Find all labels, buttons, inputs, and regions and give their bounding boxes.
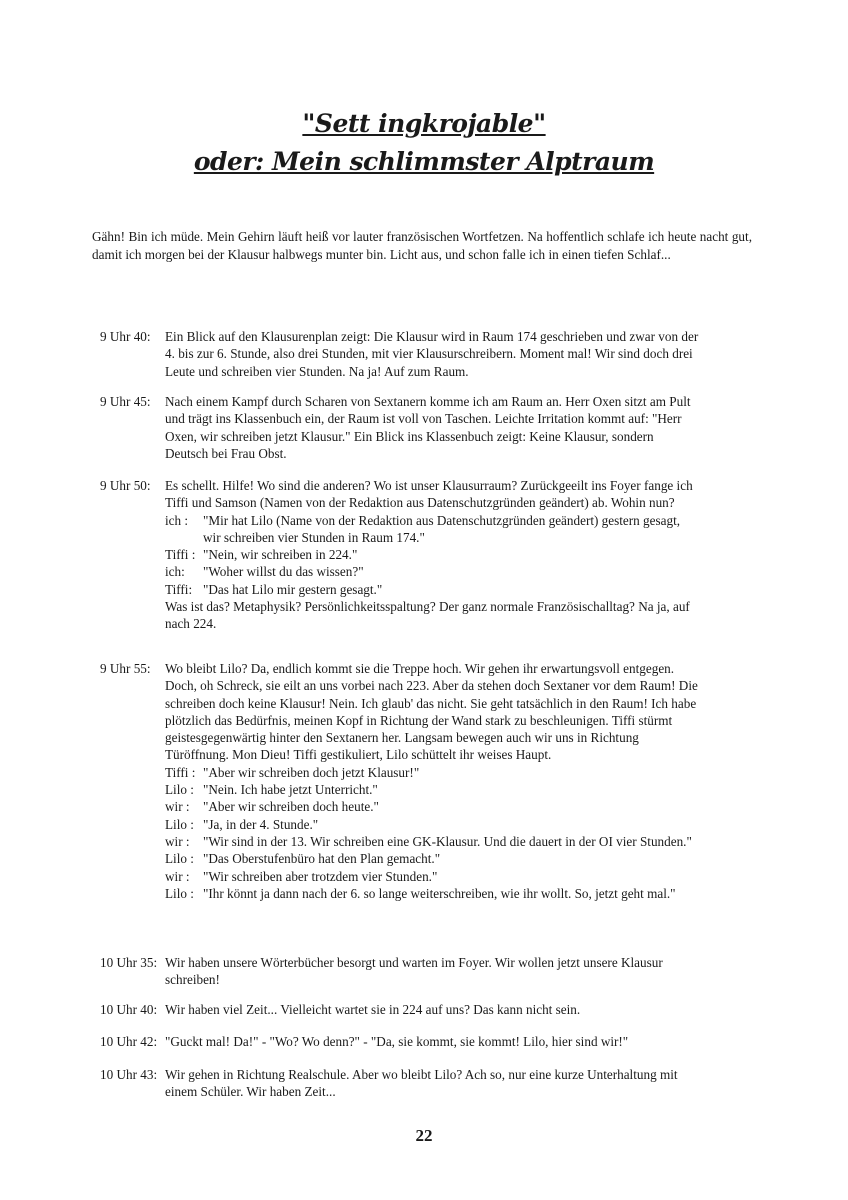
- entry-time: 10 Uhr 43:: [100, 1067, 158, 1082]
- entry-time: 9 Uhr 45:: [100, 394, 151, 409]
- dialogue-line: [165, 781, 700, 798]
- dialogue-line: [165, 885, 700, 902]
- log-entry-1042: [100, 1033, 700, 1050]
- log-entry-1035: [100, 954, 700, 989]
- entry-time: 10 Uhr 40:: [100, 1002, 158, 1017]
- dialogue-speaker: Lilo :: [165, 851, 194, 867]
- entry-text: Wir gehen in Richtung Realschule. Aber wo bleibt Lilo? Ach so, nur eine kurze Unterhaltung mit einem Schüler. Wir haben Zeit...: [165, 1067, 678, 1100]
- entry-text: Es schellt. Hilfe! Wo sind die anderen? Wo ist unser Klausurraum? Zurückgeeilt ins Foyer fange ich Tiffi und Samson (Namen von der Redaktion aus Datenschutzgründen geändert) ab. Wohin nun?: [165, 478, 693, 511]
- log-entry-0950: [100, 477, 700, 633]
- dialogue-speaker: wir :: [165, 868, 190, 884]
- dialogue-speaker: Lilo :: [165, 885, 194, 901]
- log-entry-0945: [100, 393, 700, 462]
- dialogue-speaker: wir :: [165, 833, 190, 849]
- dialogue-speaker: ich :: [165, 512, 189, 528]
- dialogue-text: "Das hat Lilo mir gestern gesagt.": [203, 581, 383, 597]
- dialogue-text: "Nein. Ich habe jetzt Unterricht.": [203, 782, 378, 798]
- dialogue-text: "Nein, wir schreiben in 224.": [203, 547, 358, 563]
- log-entry-1040: [100, 1001, 700, 1018]
- dialogue-line: [165, 512, 700, 547]
- dialogue-speaker: Lilo :: [165, 816, 194, 832]
- dialogue-line: [165, 833, 700, 850]
- title-line-2: oder: Mein schlimmster Alptraum: [193, 147, 655, 176]
- entry-text: Wir haben unsere Wörterbücher besorgt und warten im Foyer. Wir wollen jetzt unsere Klausur schreiben!: [165, 955, 663, 988]
- dialogue-speaker: Lilo :: [165, 782, 194, 798]
- log-entry-0955: [100, 660, 700, 902]
- log-entry-1043: [100, 1066, 700, 1101]
- dialogue-speaker: Tiffi :: [165, 764, 196, 780]
- dialogue-line: [165, 850, 700, 867]
- dialogue-line: [165, 581, 700, 598]
- entry-after-text: Was ist das? Metaphysik? Persönlichkeitsspaltung? Der ganz normale Französischalltag? Na ja, auf nach 224.: [165, 599, 690, 632]
- entry-text: Nach einem Kampf durch Scharen von Sextanern komme ich am Raum an. Herr Oxen sitzt am Pult und trägt ins Klassenbuch ein, der Raum ist voll von Taschen. Leichte Irritation kommt auf: "Herr Oxen, wir schreiben jetzt Klausur." Ein Blick ins Klassenbuch zeigt: Keine Klausur, sondern Deutsch bei Frau Obst.: [165, 394, 691, 461]
- entry-time: 9 Uhr 55:: [100, 661, 151, 676]
- dialogue-speaker: ich:: [165, 564, 185, 580]
- dialogue-line: [165, 764, 700, 781]
- entry-text: Wir haben viel Zeit... Vielleicht wartet sie in 224 auf uns? Das kann nicht sein.: [165, 1002, 581, 1017]
- dialogue-text: "Wir sind in der 13. Wir schreiben eine GK-Klausur. Und die dauert in der OI vier Stunden.": [203, 833, 692, 849]
- dialogue-text: "Aber wir schreiben doch heute.": [203, 799, 379, 815]
- intro-paragraph: Gähn! Bin ich müde. Mein Gehirn läuft heiß vor lauter französischen Wortfetzen. Na hoffentlich schlafe ich heute nacht gut, damit ich morgen bei der Klausur halbwegs munter bin. Licht aus, und schon falle ich in einen tiefen Schlaf...: [92, 229, 752, 262]
- entry-time: 9 Uhr 40:: [100, 329, 151, 344]
- dialogue-line: [165, 868, 700, 885]
- entry-time: 9 Uhr 50:: [100, 478, 151, 493]
- dialogue-speaker: Tiffi:: [165, 581, 193, 597]
- dialogue-text: "Das Oberstufenbüro hat den Plan gemacht.": [203, 851, 441, 867]
- title-line-1: "Sett ingkrojable": [302, 109, 546, 138]
- dialogue-text: "Ihr könnt ja dann nach der 6. so lange weiterschreiben, wie ihr wollt. So, jetzt geht mal.": [203, 885, 676, 901]
- dialogue-text: "Ja, in der 4. Stunde.": [203, 816, 319, 832]
- dialogue-line: [165, 563, 700, 580]
- dialogue-line: [165, 816, 700, 833]
- dialogue-speaker: Tiffi :: [165, 547, 196, 563]
- dialogue-line: [165, 798, 700, 815]
- entry-time: 10 Uhr 42:: [100, 1034, 158, 1049]
- dialogue-text: "Wir schreiben aber trotzdem vier Stunden.": [203, 868, 438, 884]
- entry-text: Wo bleibt Lilo? Da, endlich kommt sie die Treppe hoch. Wir gehen ihr erwartungsvoll entgegen. Doch, oh Schreck, sie eilt an uns vorbei nach 223. Aber da stehen doch Sextaner vor dem Raum! Die schreiben doch keine Klausur! Nein. Ich glaub' das nicht. Sie geht tatsächlich in den Raum! Ich habe plötzlich das Bedürfnis, meinen Kopf in Richtung der Wand stark zu beschleunigen. Tiffi stürmt geistesgegenwärtig hinter den Sextanern her. Langsam bewegen auch wir uns in Richtung Türöffnung. Mon Dieu! Tiffi gestikuliert, Lilo schüttelt ihr weises Haupt.: [165, 661, 698, 763]
- entry-time: 10 Uhr 35:: [100, 955, 158, 970]
- dialogue-text: "Mir hat Lilo (Name von der Redaktion aus Datenschutzgründen geändert) gestern gesagt, wir schreiben vier Stunden in Raum 174.": [203, 512, 681, 545]
- page-number: 22: [415, 1126, 433, 1145]
- dialogue-text: "Aber wir schreiben doch jetzt Klausur!": [203, 764, 420, 780]
- entry-text: "Guckt mal! Da!" - "Wo? Wo denn?" - "Da, sie kommt, sie kommt! Lilo, hier sind wir!": [165, 1034, 629, 1049]
- dialogue-line: [165, 546, 700, 563]
- dialogue-text: "Woher willst du das wissen?": [203, 564, 364, 580]
- dialogue-speaker: wir :: [165, 799, 190, 815]
- log-entry-0940: [100, 328, 700, 380]
- entry-text: Ein Blick auf den Klausurenplan zeigt: Die Klausur wird in Raum 174 geschrieben und zwar von der 4. bis zur 6. Stunde, also drei Stunden, mit vier Klausurschreibern. Moment mal! Wir sind doch drei Leute und schreiben vier Stunden. Na ja! Auf zum Raum.: [165, 329, 699, 379]
